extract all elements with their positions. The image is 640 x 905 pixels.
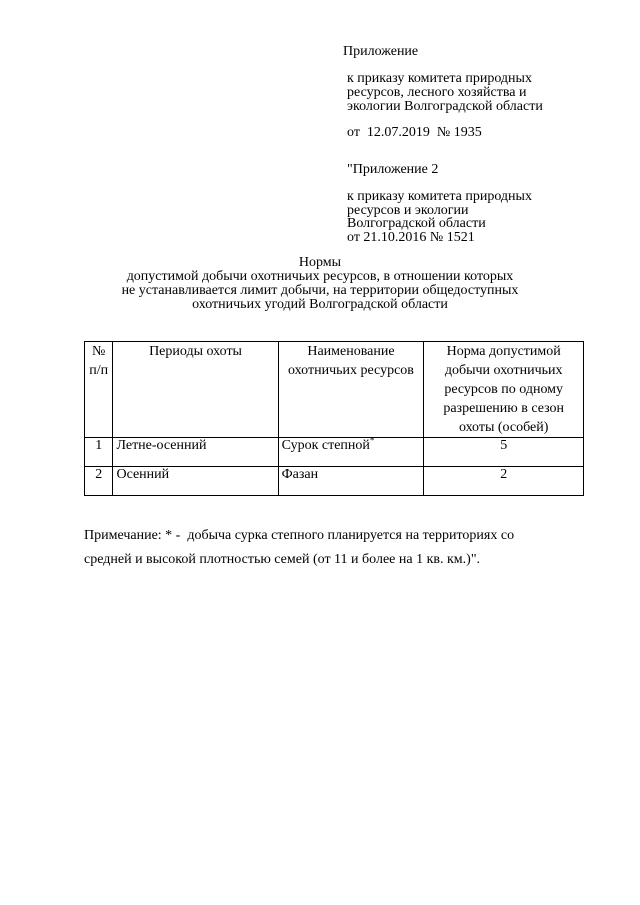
note-line-1: Примечание: * - добыча сурка степного планируется на территориях со — [84, 528, 515, 543]
row-num: 1 — [85, 438, 113, 467]
document-subtitle-line-2: не устанавливается лимит добычи, на территории общедоступных — [121, 283, 519, 298]
table-header-row — [85, 342, 584, 438]
table-row — [85, 467, 584, 496]
row-num: 2 — [85, 467, 113, 496]
appendix2-line-3: Волгоградской области — [347, 216, 486, 231]
appendix2-line-4: от 21.10.2016 № 1521 — [347, 230, 475, 245]
header-num: № п/п — [85, 342, 113, 438]
appendix2-title: "Приложение 2 — [347, 162, 439, 177]
appendix2-line-1: к приказу комитета природных — [347, 189, 532, 204]
appendix-line-3: экологии Волгоградской области — [347, 99, 543, 114]
row-norm: 2 — [424, 467, 584, 496]
appendix2-line-2: ресурсов и экологии — [347, 203, 469, 218]
norms-table — [84, 341, 584, 496]
document-heading: Нормы — [298, 255, 342, 270]
header-resource-name: Наименование охотничьих ресурсов — [278, 342, 424, 438]
document-subtitle-line-1: допустимой добычи охотничьих ресурсов, в отношении которых — [126, 269, 514, 284]
row-period: Летне-осенний — [113, 438, 278, 467]
document-title — [80, 256, 560, 312]
header-norm: Норма допустимой добычи охотничьих ресурсов по одному разрешению в сезон охоты (особей) — [424, 342, 584, 438]
appendix-line-2: ресурсов, лесного хозяйства и — [347, 85, 527, 100]
row-norm: 5 — [424, 438, 584, 467]
document-subtitle-line-3: охотничьих угодий Волгоградской области — [192, 297, 448, 312]
table-row — [85, 438, 584, 467]
note-line-2: средней и высокой плотностью семей (от 11 и более на 1 кв. км.)". — [84, 552, 481, 567]
appendix-line-1: к приказу комитета природных — [347, 71, 532, 86]
row-resource-name: Сурок степной* — [278, 438, 424, 467]
note — [84, 524, 584, 572]
appendix-date: от 12.07.2019 № 1935 — [347, 125, 482, 140]
row-period: Осенний — [113, 467, 278, 496]
appendix-title: Приложение — [343, 44, 419, 59]
row-resource-name: Фазан — [278, 467, 424, 496]
footnote-mark: * — [369, 435, 375, 446]
header-period: Периоды охоты — [113, 342, 278, 438]
